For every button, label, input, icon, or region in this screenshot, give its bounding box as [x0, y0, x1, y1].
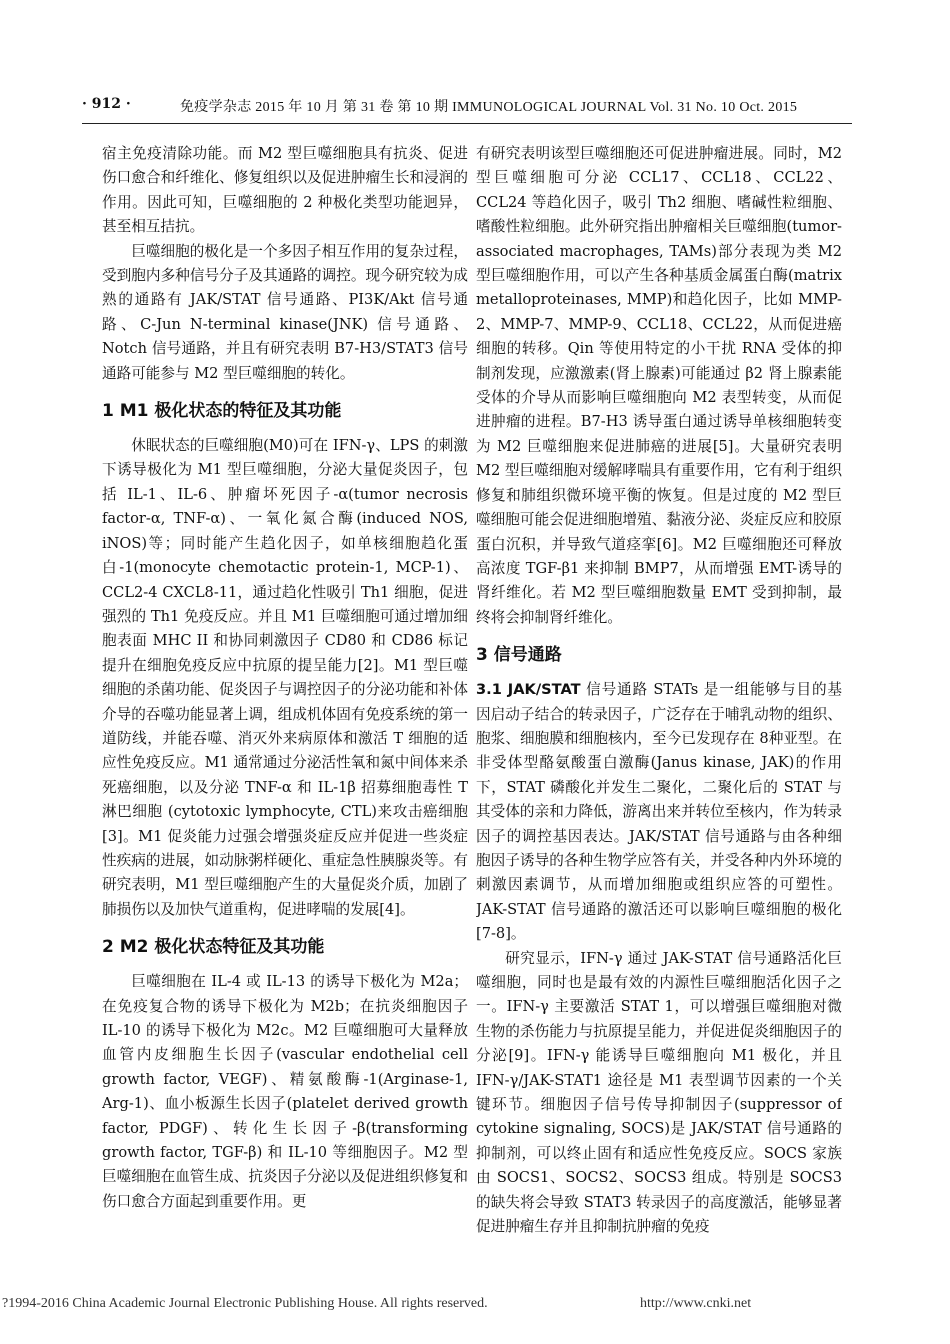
left-column [102, 142, 468, 1282]
section-heading-2: 2 M2 极化状态特征及其功能 [102, 937, 325, 958]
copyright-notice: ?1994-2016 China Academic Journal Electronic Publishing House. All rights reserved. [2, 1296, 488, 1311]
journal-info: 免疫学杂志 2015 年 10 月 第 31 卷 第 10 期 IMMUNOLOGICAL JOURNAL Vol. 31 No. 10 Oct. 2015 [180, 100, 798, 115]
paragraph: 宿主免疫清除功能。而 M2 型巨噬细胞具有抗炎、促进伤口愈合和纤维化、修复组织以及促进肿瘤生长和浸润的作用。因此可知，巨噬细胞的 2 种极化类型功能迥异，甚至相互拮抗。 [102, 145, 468, 236]
paragraph: 研究显示，IFN-γ 通过 JAK-STAT 信号通路活化巨噬细胞，同时也是最有效的内源性巨噬细胞活化因子之一。IFN-γ 主要激活 STAT 1，可以增强巨噬细胞对微生物的杀伤能力与抗原提呈能力，并促进促炎细胞因子的分泌[9]。IFN-γ 能诱导巨噬细胞向 M1 极化，并且 IFN-γ/JAK-STAT1 途径是 M1 表型调节因素的一个关键环节。细胞因子信号传导抑制因子(suppressor of cytokine signaling, SOCS)是 JAK/STAT 信号通路的抑制剂，可以终止固有和适应性免疫反应。SOCS 家族由 SOCS1、SOCS2、SOCS3 组成。特别是 SOCS3 的缺失将会导致 STAT3 转录因子的高度激活，能够显著促进肿瘤生存并且抑制抗肿瘤的免疫 [476, 949, 842, 1236]
subsection-title: 3.1 JAK/STAT [476, 681, 581, 699]
subsection-paragraph [476, 678, 842, 946]
running-header [82, 96, 852, 120]
subsection-text: 信号通路 STATs 是一组能够与目的基因启动子结合的转录因子，广泛存在于哺乳动物的组织、胞浆、细胞膜和细胞核内，至今已发现存在 8种亚型。在非受体型酪氨酸蛋白激酶(Janus kinase, JAK)的作用下，STAT 磷酸化并发生二聚化，二聚化后的 STAT 与其受体的亲和力降低，游离出来并转位至核内，作为转录因子的调控基因表达。JAK/STAT 信号通路与由各种细胞因子诱导的各种生物学应答有关，并受各种内外环境的刺激因素调节，从而增加细胞或组织应答的可塑性。JAK-STAT 信号通路的激活还可以影响巨噬细胞的极化[7-8]。 [476, 681, 842, 943]
page-number: · 912 · [82, 96, 131, 112]
paragraph: 巨噬细胞在 IL-4 或 IL-13 的诱导下极化为 M2a；在免疫复合物的诱导下极化为 M2b；在抗炎细胞因子 IL-10 的诱导下极化为 M2c。M2 巨噬细胞可大量释放血管内皮细胞生长因子(vascular endothelial cell growth factor, VEGF)、精氨酸酶-1(Arginase-1, Arg-1)、血小板源生长因子(platelet derived growth factor, PDGF)、转化生长因子-β(transforming growth factor, TGF-β) 和 IL-10 等细胞因子。M2 型巨噬细胞在血管生成、抗炎因子分泌以及促进组织修复和伤口愈合方面起到重要作用。更 [102, 973, 468, 1210]
paragraph: 有研究表明该型巨噬细胞还可促进肿瘤进展。同时，M2 型巨噬细胞可分泌 CCL17、CCL18、CCL22、CCL24 等趋化因子，吸引 Th2 细胞、嗜碱性粒细胞、嗜酸性粒细胞。此外研究指出肿瘤相关巨噬细胞(tumor-associated macrophages, TAMs)部分表现为类 M2 型巨噬细胞作用，可以产生各种基质金属蛋白酶(matrix metalloproteinases, MMP)和趋化因子，比如 MMP-2、MMP-7、MMP-9、CCL18、CCL22，从而促进癌细胞的转移。Qin 等使用特定的小干扰 RNA 受体的抑制剂发现，应激激素(肾上腺素)可能通过 β2 肾上腺素能受体的介导从而影响巨噬细胞向 M2 表型转变，从而促进肿瘤的进程。B7-H3 诱导蛋白通过诱导单核细胞转变为 M2 巨噬细胞来促进肺癌的进展[5]。大量研究表明 M2 型巨噬细胞对缓解哮喘具有重要作用，它有利于组织修复和肺组织微环境平衡的恢复。但是过度的 M2 型巨噬细胞可能会促进细胞增殖、黏液分泌、炎症反应和胶原蛋白沉积，并导致气道痉挛[6]。M2 巨噬细胞还可释放高浓度 TGF-β1 来抑制 BMP7，从而增强 EMT-诱导的肾纤维化。若 M2 型巨噬细胞数量 EMT 受到抑制，最终将会抑制肾纤维化。 [476, 145, 842, 626]
right-column [476, 142, 842, 1282]
section-heading-3: 3 信号通路 [476, 645, 562, 666]
header-rule [82, 123, 852, 124]
footer-url[interactable]: http://www.cnki.net [640, 1296, 752, 1311]
section-heading-1: 1 M1 极化状态的特征及其功能 [102, 401, 342, 422]
paragraph: 巨噬细胞的极化是一个多因子相互作用的复杂过程，受到胞内多种信号分子及其通路的调控。现今研究较为成熟的通路有 JAK/STAT 信号通路、PI3K/Akt 信号通路、C-Jun N-terminal kinase(JNK) 信号通路、Notch 信号通路，并且有研究表明 B7-H3/STAT3 信号通路可能参与 M2 型巨噬细胞的转化。 [102, 242, 468, 382]
footer [0, 1296, 950, 1320]
paragraph: 休眠状态的巨噬细胞(M0)可在 IFN-γ、LPS 的刺激下诱导极化为 M1 型巨噬细胞，分泌大量促炎因子，包括 IL-1、IL-6、肿瘤坏死因子-α(tumor necrosis factor-α, TNF-α)、一氧化氮合酶(induced NOS, iNOS)等；同时能产生趋化因子，如单核细胞趋化蛋白-1(monocyte chemotactic protein-1, MCP-1)、CCL2-4 CXCL8-11，通过趋化性吸引 Th1 细胞，促进强烈的 Th1 免疫反应。并且 M1 巨噬细胞可通过增加细胞表面 MHC II 和协同刺激因子 CD80 和 CD86 标记提升在细胞免疫反应中抗原的提呈能力[2]。M1 型巨噬细胞的杀菌功能、促炎因子与调控因子的分泌功能和补体介导的吞噬功能显著上调，组成机体固有免疫系统的第一道防线，并能吞噬、消灭外来病原体和激活 T 细胞的适应性免疫反应。M1 通常通过分泌活性氧和氮中间体来杀死癌细胞，以及分泌 TNF-α 和 IL-1β 招募细胞毒性 T 淋巴细胞 (cytotoxic lymphocyte, CTL)来攻击癌细胞[3]。M1 促炎能力过强会增强炎症反应并促进一些炎症性疾病的进展，如动脉粥样硬化、重症急性胰腺炎等。有研究表明，M1 型巨噬细胞产生的大量促炎介质，加剧了肺损伤以及加快气道重构，促进哮喘的发展[4]。 [102, 437, 468, 918]
